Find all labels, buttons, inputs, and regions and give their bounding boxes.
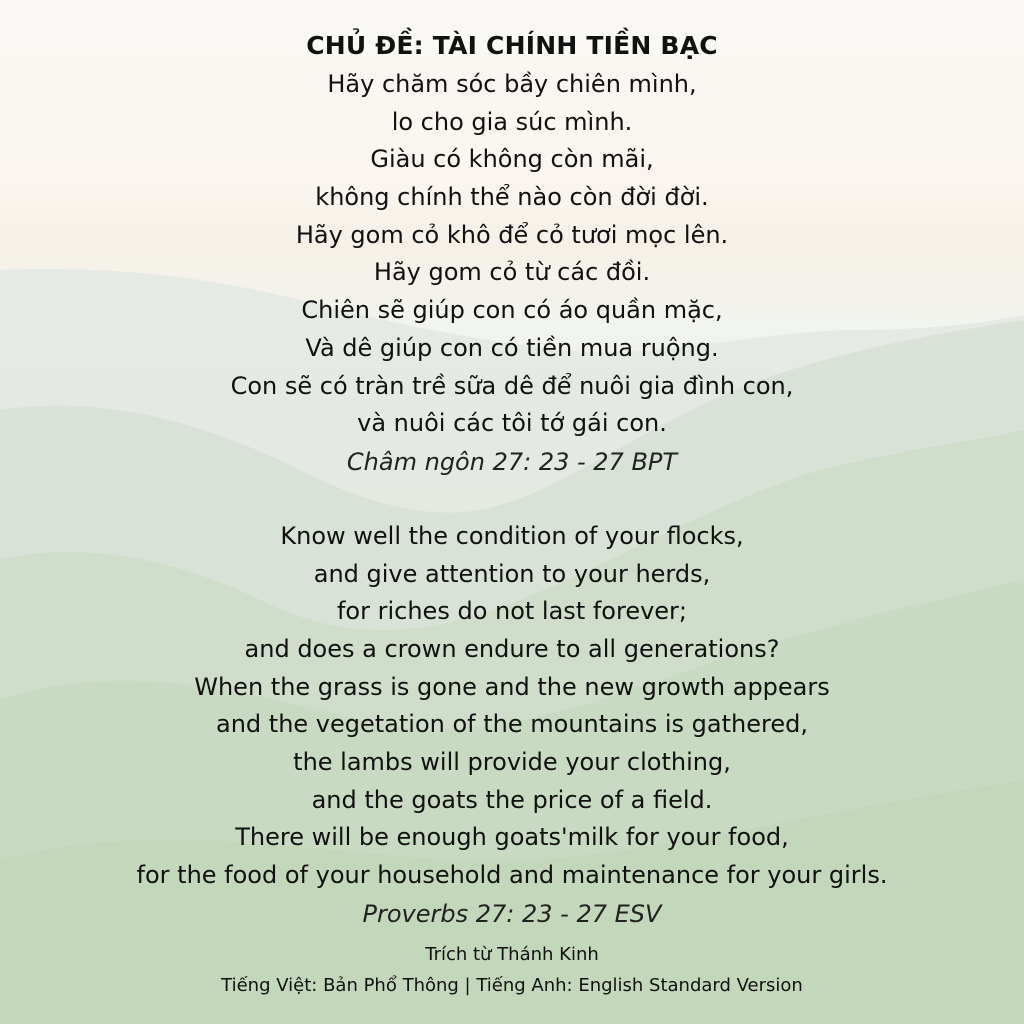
english-verse: [0, 518, 1024, 933]
verse-line: and the vegetation of the mountains is gathered,: [216, 710, 808, 739]
verse-line: and the goats the price of a field.: [311, 785, 713, 814]
section-spacer: [0, 481, 1024, 518]
verse-line: Và dê giúp con có tiền mua ruộng.: [305, 333, 719, 362]
verse-line: Hãy chăm sóc bầy chiên mình,: [327, 70, 697, 98]
verse-line: and give attention to your herds,: [313, 559, 711, 588]
verse-line: Hãy gom cỏ từ các đồi.: [373, 258, 651, 287]
source-line: Trích từ Thánh Kinh: [425, 943, 599, 965]
vietnamese-verse: [0, 66, 1024, 481]
english-reference: Proverbs 27: 23 - 27 ESV: [362, 899, 662, 928]
verse-line: the lambs will provide your clothing,: [293, 748, 731, 776]
verse-line: Know well the condition of your flocks,: [280, 521, 744, 550]
poster-title: CHỦ ĐỀ: TÀI CHÍNH TIỀN BẠC: [306, 31, 718, 60]
verse-line: không chính thể nào còn đời đời.: [315, 183, 709, 212]
verse-line: Hãy gom cỏ khô để cỏ tươi mọc lên.: [295, 220, 729, 249]
verse-line: There will be enough goats'milk for your food,: [235, 823, 789, 852]
verse-line: and does a crown endure to all generations?: [244, 634, 780, 663]
verse-line: và nuôi các tôi tớ gái con.: [357, 409, 667, 438]
verse-line: for the food of your household and maintenance for your girls.: [136, 861, 888, 890]
poster-content: [0, 26, 1024, 1001]
verse-line: lo cho gia súc mình.: [391, 107, 633, 136]
verse-line: Chiên sẽ giúp con có áo quần mặc,: [301, 296, 723, 325]
verse-line: for riches do not last forever;: [336, 597, 688, 626]
verse-line: Con sẽ có tràn trề sữa dê để nuôi gia đình con,: [230, 371, 794, 400]
verse-line: Giàu có không còn mãi,: [370, 145, 654, 174]
source-credit: [0, 939, 1024, 1001]
verse-line: When the grass is gone and the new growth appears: [194, 672, 830, 701]
vietnamese-reference: Châm ngôn 27: 23 - 27 BPT: [346, 447, 678, 476]
source-versions: Tiếng Việt: Bản Phổ Thông | Tiếng Anh: English Standard Version: [221, 974, 803, 996]
